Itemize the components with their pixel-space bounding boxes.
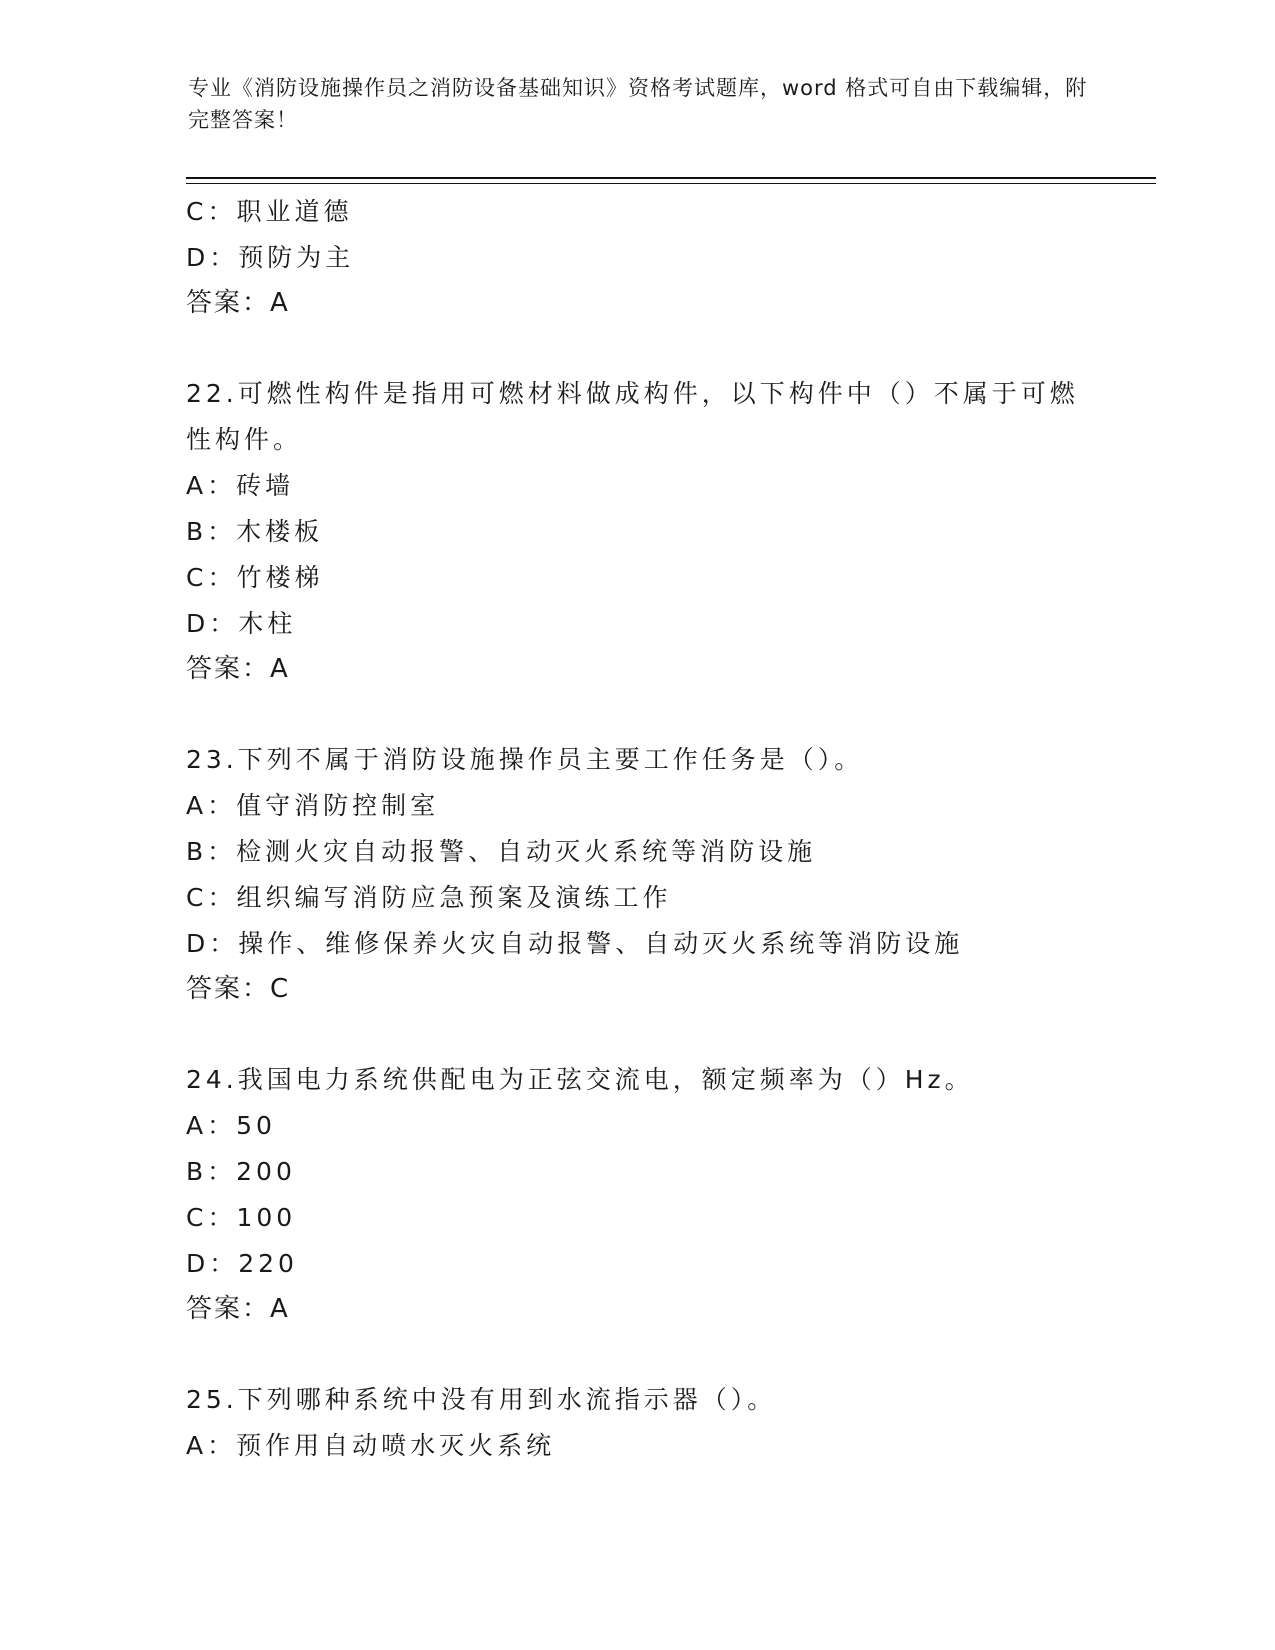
- answer-line: 答案：C: [186, 974, 291, 1004]
- option-line: D：操作、维修保养火灾自动报警、自动灭火系统等消防设施: [186, 929, 964, 958]
- option-line: A：50: [186, 1111, 276, 1140]
- question-spacer: [186, 325, 1086, 371]
- option-line: C：组织编写消防应急预案及演练工作: [186, 883, 672, 912]
- answer-line: 答案：A: [186, 1294, 290, 1324]
- option-line: C：竹楼梯: [186, 563, 324, 592]
- option-line: A：预作用自动喷水灭火系统: [186, 1431, 556, 1460]
- document-header: 专业《消防设施操作员之消防设备基础知识》资格考试题库，word 格式可自由下载编辑，附完整答案！: [188, 76, 1088, 132]
- question-content: [186, 189, 1086, 1469]
- header-rule-thin: [186, 183, 1156, 184]
- question-stem: 23.下列不属于消防设施操作员主要工作任务是（）。: [186, 745, 864, 774]
- question-stem: 25.下列哪种系统中没有用到水流指示器（）。: [186, 1385, 777, 1414]
- option-line: B：木楼板: [186, 517, 324, 546]
- question-spacer: [186, 691, 1086, 737]
- question-24: [186, 1057, 1086, 1331]
- prev-question-block: [186, 189, 1086, 325]
- option-line: D：220: [186, 1249, 298, 1278]
- question-stem: 22.可燃性构件是指用可燃材料做成构件，以下构件中（）不属于可燃性构件。: [186, 379, 1079, 454]
- question-23: [186, 737, 1086, 1011]
- option-line: A：值守消防控制室: [186, 791, 440, 820]
- option-line: D：木柱: [186, 609, 297, 638]
- question-22: [186, 371, 1086, 691]
- option-line: C：100: [186, 1203, 297, 1232]
- option-line: C：职业道德: [186, 197, 353, 226]
- option-line: A：砖墙: [186, 471, 295, 500]
- question-stem: 24.我国电力系统供配电为正弦交流电，额定频率为（）Hz。: [186, 1065, 974, 1094]
- question-25: [186, 1377, 1086, 1469]
- option-line: B：200: [186, 1157, 296, 1186]
- option-line: B：检测火灾自动报警、自动灭火系统等消防设施: [186, 837, 817, 866]
- answer-line: 答案：A: [186, 288, 290, 318]
- question-spacer: [186, 1011, 1086, 1057]
- question-spacer: [186, 1331, 1086, 1377]
- answer-line: 答案：A: [186, 654, 290, 684]
- option-line: D：预防为主: [186, 243, 355, 272]
- header-rule-thick: [186, 177, 1156, 179]
